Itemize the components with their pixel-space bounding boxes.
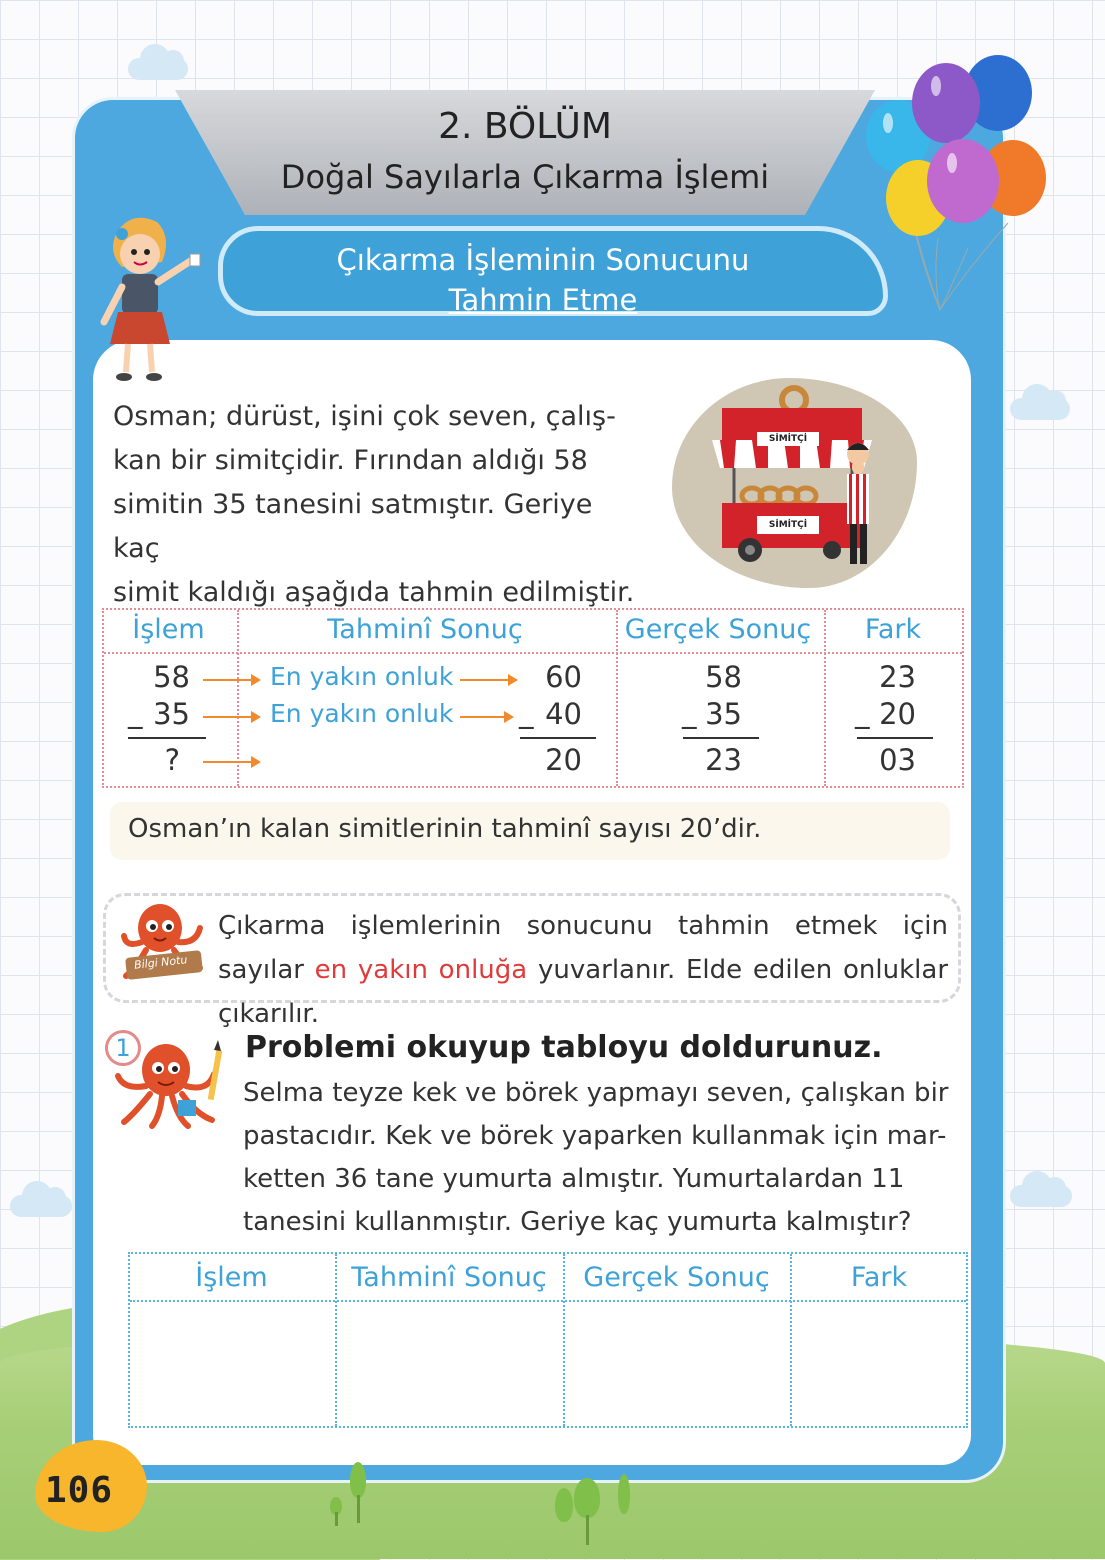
islem-top: 58 xyxy=(153,660,190,694)
story-line: simit kaldığı aşağıda tahmin edilmiştir. xyxy=(113,577,635,608)
nearest-ten-label: En yakın onluk xyxy=(270,699,454,728)
table-header-fark: Fark xyxy=(864,614,922,645)
tree-decoration xyxy=(586,1515,589,1545)
tree-decoration xyxy=(555,1488,573,1522)
octopus-icon xyxy=(116,898,212,994)
info-note-highlight: en yakın onluğa xyxy=(314,955,528,985)
answer-header-fark: Fark xyxy=(850,1262,908,1293)
activity-line: tanesini kullanmıştır. Geriye kaç yumurta kalmıştır? xyxy=(243,1207,912,1237)
answer-cell-gercek[interactable] xyxy=(565,1300,788,1423)
gercek-result: 23 xyxy=(705,743,742,777)
story-line: Osman; dürüst, işini çok seven, çalış- xyxy=(113,401,616,432)
topic-line-1: Çıkarma İşleminin Sonucunu xyxy=(336,243,750,277)
arrow-icon xyxy=(460,679,516,681)
page-number: 106 xyxy=(45,1470,114,1511)
activity-number-badge: 1 xyxy=(105,1030,141,1066)
answer-cell-fark[interactable] xyxy=(792,1300,964,1423)
fark-line xyxy=(857,737,933,739)
cart-sign-top: SİMİTÇİ xyxy=(757,432,819,446)
tree-decoration xyxy=(618,1474,630,1514)
activity-title: Problemi okuyup tabloyu doldurunuz. xyxy=(245,1030,883,1065)
girl-teacher-illustration xyxy=(92,212,212,387)
table-header-islem: İşlem xyxy=(132,614,205,645)
chapter-subtitle: Doğal Sayılarla Çıkarma İşlemi xyxy=(280,158,770,196)
islem-result: ? xyxy=(164,743,180,777)
topic-title xyxy=(218,240,868,320)
tree-decoration xyxy=(350,1462,366,1498)
balloons-illustration xyxy=(858,48,1058,318)
gercek-bottom: 35 xyxy=(705,697,742,731)
result-text: Osman’ın kalan simitlerinin tahminî sayısı 20’dir. xyxy=(128,814,762,844)
simit-cart-illustration xyxy=(692,378,912,578)
islem-line xyxy=(128,737,206,739)
answer-header-islem: İşlem xyxy=(195,1262,268,1293)
activity-line: Selma teyze kek ve börek yapmayı seven, çalışkan bir xyxy=(243,1078,949,1108)
tree-decoration xyxy=(574,1478,600,1518)
story-line: kan bir simitçidir. Fırından aldığı 58 xyxy=(113,445,588,476)
cloud-decoration xyxy=(1010,398,1070,420)
answer-cell-tahmini[interactable] xyxy=(337,1300,561,1423)
gercek-minus: _ xyxy=(682,695,697,729)
arrow-icon xyxy=(203,679,259,681)
cart-sign-bottom: SİMİTÇİ xyxy=(757,516,819,534)
gercek-line xyxy=(683,737,759,739)
tree-decoration xyxy=(357,1495,360,1523)
answer-header-gercek: Gerçek Sonuç xyxy=(583,1262,770,1293)
table-header-tahmini: Tahminî Sonuç xyxy=(327,614,523,645)
answer-header-tahmini: Tahminî Sonuç xyxy=(351,1262,547,1293)
info-note-text-part2: yuvarlanır. Elde edilen onluklar çıkarılır. xyxy=(218,955,949,1029)
tahmini-result: 20 xyxy=(545,743,582,777)
tahmini-line xyxy=(520,737,596,739)
tahmini-bottom: 40 xyxy=(545,697,582,731)
info-note-text-part1: Çıkarma işlemlerinin sonucunu tahmin etmek için sayılar xyxy=(218,911,948,985)
nearest-ten-label: En yakın onluk xyxy=(270,662,454,691)
chapter-title: 2. BÖLÜM xyxy=(438,106,612,147)
activity-line: pastacıdır. Kek ve börek yaparken kullanmak için mar- xyxy=(243,1121,947,1151)
info-note-badge: Bilgi Notu xyxy=(133,953,188,972)
answer-cell-islem[interactable] xyxy=(133,1300,331,1423)
arrow-icon xyxy=(203,716,259,718)
story-paragraph xyxy=(113,395,643,615)
cloud-decoration xyxy=(1010,1185,1072,1207)
octopus-student-icon xyxy=(104,1030,242,1132)
info-note-text xyxy=(218,904,948,1036)
cloud-decoration xyxy=(128,58,188,80)
table-header-gercek: Gerçek Sonuç xyxy=(624,614,812,645)
activity-line: ketten 36 tane yumurta almıştır. Yumurtalardan 11 xyxy=(243,1164,905,1194)
fark-top: 23 xyxy=(879,660,916,694)
fark-bottom: 20 xyxy=(879,697,916,731)
fark-minus: _ xyxy=(855,695,870,729)
tahmini-minus: _ xyxy=(519,695,534,729)
activity-text xyxy=(243,1072,955,1244)
table-divider xyxy=(104,652,962,654)
gercek-top: 58 xyxy=(705,660,742,694)
tree-decoration xyxy=(335,1512,338,1526)
islem-bottom: 35 xyxy=(153,697,190,731)
tahmini-top: 60 xyxy=(545,660,582,694)
arrow-icon xyxy=(460,716,512,718)
fark-result: 03 xyxy=(879,743,916,777)
islem-minus: _ xyxy=(128,695,143,729)
story-line: simitin 35 tanesini satmıştır. Geriye kaç xyxy=(113,489,593,564)
cloud-decoration xyxy=(10,1195,72,1217)
topic-line-2: Tahmin Etme xyxy=(448,283,638,317)
arrow-icon xyxy=(203,761,259,763)
